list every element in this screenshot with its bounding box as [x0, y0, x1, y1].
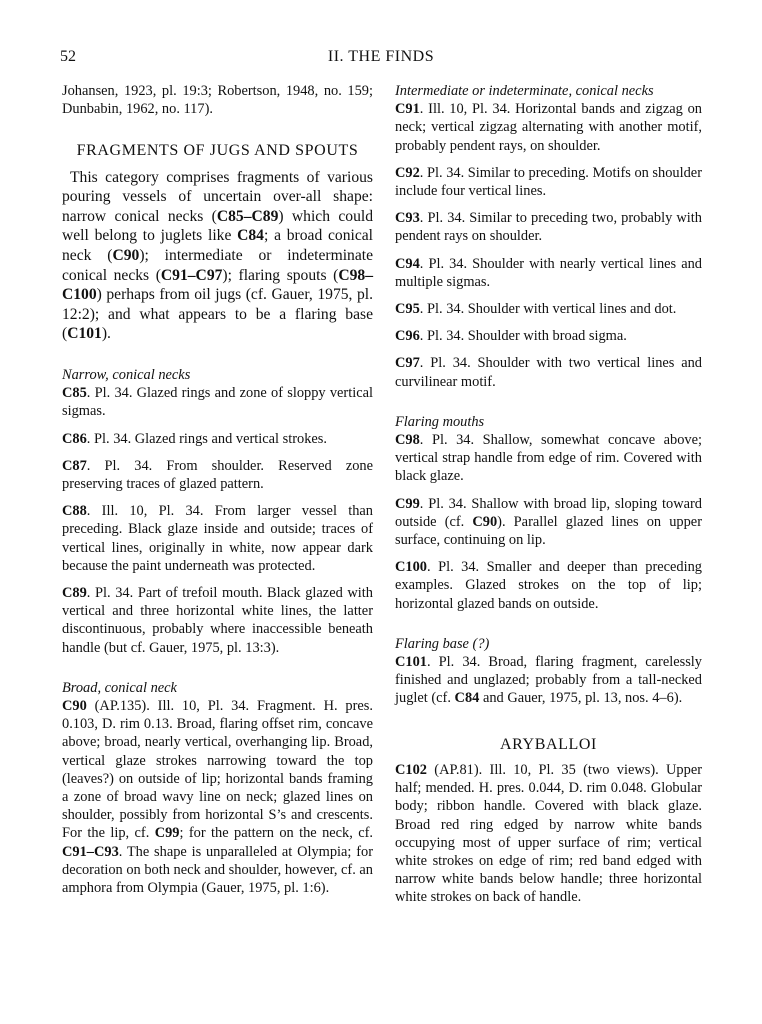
- subhead-narrow-necks: Narrow, conical necks: [62, 366, 191, 383]
- catalog-number: C93: [395, 210, 420, 227]
- catalog-entry: C93. Pl. 34. Similar to preceding two, probably with pendent rays on shoulder.: [395, 210, 702, 245]
- catalog-entry: C91. Ill. 10, Pl. 34. Horizontal bands and zigzag on neck; vertical zigzag alternating with another motif, probably pendent rays, on shoulder.: [395, 101, 702, 154]
- intro-paragraph: This category comprises fragments of various pouring vessels of uncertain over-all shape: narrow conical necks (C85–C89) which could well belong to juglets like C84; a broad conical neck (C90); intermediate or indeterminate conical necks (C91–C97); flaring spouts (C98–C100) perhaps from oil jugs (cf. Gauer, 1975, pl. 12:2); and what appears to be a flaring base (C101).: [62, 168, 374, 343]
- catalog-entry: C89. Pl. 34. Part of trefoil mouth. Black glazed with vertical and three horizontal white lines, the latter discontinuous, probably where inaccessible beneath handle (but cf. Gauer, 1975, pl. 13:3).: [62, 584, 373, 656]
- catalog-number: C91–C93: [62, 843, 119, 860]
- catalog-entry-c98: C98. Pl. 34. Shallow, somewhat concave above; vertical strap handle from edge of rim. Covered with black glaze.: [395, 432, 702, 485]
- catalog-number: C88: [62, 503, 87, 520]
- catalog-entry: C85. Pl. 34. Glazed rings and zone of sloppy vertical sigmas.: [62, 385, 373, 420]
- catalog-entry: C96. Pl. 34. Shoulder with broad sigma.: [395, 328, 627, 345]
- catalog-number: C102: [395, 761, 427, 778]
- running-title: II. THE FINDS: [327, 48, 435, 65]
- catalog-number: C97: [395, 355, 420, 372]
- intermediate-necks-list: [395, 100, 702, 391]
- catalog-entry: C87. Pl. 34. From shoulder. Reserved zone preserving traces of glazed pattern.: [62, 457, 373, 492]
- catalog-number: C101: [395, 654, 427, 671]
- catalog-number: C89: [62, 584, 87, 601]
- subhead-flaring-base: Flaring base (?): [395, 635, 490, 652]
- catalog-number: C101: [67, 325, 102, 343]
- catalog-number: C96: [395, 328, 420, 345]
- catalog-number: C98–C100: [62, 266, 373, 304]
- catalog-number: C91: [395, 101, 420, 118]
- catalog-number: C98: [395, 432, 420, 449]
- catalog-number: C85: [62, 385, 87, 402]
- catalog-entry: C97. Pl. 34. Shoulder with two vertical lines and curvilinear motif.: [395, 355, 702, 390]
- catalog-entry: C92. Pl. 34. Similar to preceding. Motifs on shoulder include four vertical lines.: [395, 164, 702, 200]
- page-header: [60, 48, 702, 68]
- catalog-entry-c90: C90 (AP.135). Ill. 10, Pl. 34. Fragment. H. pres. 0.103, D. rim 0.13. Broad, flaring offset rim, concave above; broad, nearly vertical, overhanging lip. Broad, vertical glaze strokes narrowing toward the top (leaves?) on outside of lip; horizontal bands framing a zone of broad wavy line on neck; glazed lines on shoulder, possibly from horizontal S’s and crescents. For the lip, cf. C99; for the pattern on the neck, cf. C91–C93. The shape is unparalleled at Olympia; for decoration on both neck and shoulder, however, cf. an amphora from Olympia (Gauer, 1975, pl. 1:6).: [62, 698, 374, 897]
- catalog-number: C99: [395, 495, 420, 512]
- subhead-flaring-mouths: Flaring mouths: [395, 413, 485, 430]
- catalog-number: C95: [395, 301, 420, 318]
- catalog-entry-c101: C101. Pl. 34. Broad, flaring fragment, carelessly finished and unglazed; probably from a tall-necked juglet (cf. C84 and Gauer, 1975, pl. 13, nos. 4–6).: [395, 654, 702, 707]
- catalog-number: C87: [62, 457, 87, 474]
- catalog-number: C92: [395, 164, 420, 181]
- catalog-number: C90: [112, 246, 140, 264]
- catalog-entry: C95. Pl. 34. Shoulder with vertical lines and dot.: [395, 301, 677, 318]
- catalog-entry: C88. Ill. 10, Pl. 34. From larger vessel than preceding. Black glaze inside and outside; traces of vertical lines, originally in white, now appear dark because the paint underneath was protected.: [62, 503, 373, 574]
- catalog-entry-c100: C100. Pl. 34. Smaller and deeper than preceding examples. Glazed strokes on the top of lip; horizontal glazed bands on outside.: [395, 559, 702, 612]
- catalog-number: C94: [395, 255, 420, 272]
- subhead-broad-neck: Broad, conical neck: [62, 679, 177, 696]
- catalog-number: C91–C97: [160, 266, 223, 284]
- catalog-number: C86: [62, 430, 87, 447]
- left-column: [62, 82, 373, 897]
- catalog-number: C90: [472, 513, 498, 530]
- catalog-number: C84: [237, 227, 264, 245]
- catalog-entry: C86. Pl. 34. Glazed rings and vertical strokes.: [62, 430, 327, 447]
- catalog-number: C90: [62, 698, 87, 714]
- section-title-aryballoi: ARYBALLOI: [500, 735, 597, 753]
- catalog-entry-c99: C99. Pl. 34. Shallow with broad lip, sloping toward outside (cf. C90). Parallel glazed lines on upper surface, continuing on lip.: [395, 495, 702, 549]
- catalog-number: C99: [154, 825, 180, 842]
- continuation-text: Johansen, 1923, pl. 19:3; Robertson, 1948, no. 159; Dunbabin, 1962, no. 117).: [62, 83, 373, 118]
- page-number: 52: [60, 48, 76, 65]
- catalog-number: C85–C89: [216, 207, 279, 225]
- catalog-number: C100: [395, 559, 427, 576]
- catalog-number: C84: [454, 690, 480, 707]
- right-column: [395, 82, 702, 907]
- catalog-entry-c102: C102 (AP.81). Ill. 10, Pl. 35 (two views). Upper half; mended. H. pres. 0.044, D. rim 0.048. Globular body; ribbon handle. Covered with black glaze. Broad red ring edged by narrow white bands occupying most of upper surface of rim; vertical white strokes on edge of rim; red band edged with narrow white bands below handle; three horizontal white strokes on back of handle.: [395, 761, 702, 906]
- narrow-necks-list: [62, 384, 373, 657]
- catalog-entry: C94. Pl. 34. Shoulder with nearly vertical lines and multiple sigmas.: [395, 255, 702, 290]
- subhead-intermediate-necks: Intermediate or indeterminate, conical necks: [395, 83, 654, 99]
- section-title-jugs: FRAGMENTS OF JUGS AND SPOUTS: [76, 142, 359, 160]
